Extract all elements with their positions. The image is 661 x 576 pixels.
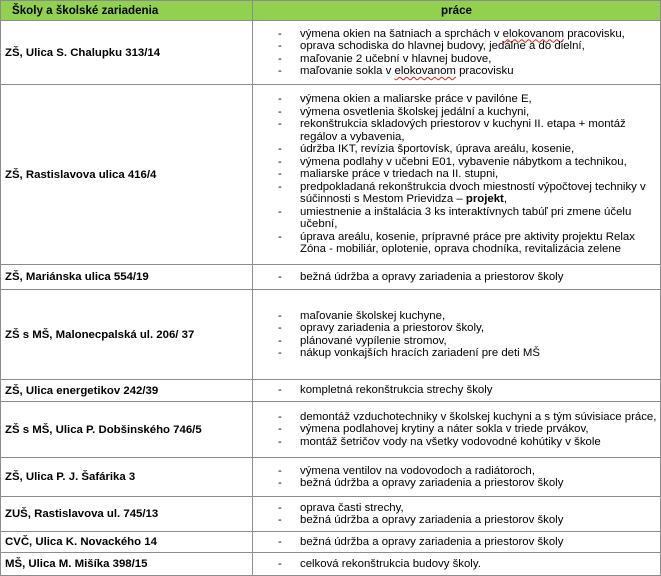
- works-cell: [253, 380, 661, 402]
- table-row: [1, 497, 661, 532]
- work-item-text: bežná údržba a opravy zariadenia a priestorov školy: [300, 477, 564, 489]
- work-item-text: maľovanie 2 učební v hlavnej budove,: [300, 52, 492, 65]
- works-cell: [253, 497, 661, 532]
- works-list: [253, 384, 660, 397]
- school-name: ZŠ s MŠ, Ulica P. Dobšinského 746/5: [1, 402, 253, 458]
- work-item-text: údržba IKT, revízia športovísk, úprava areálu, kosenie,: [300, 143, 575, 156]
- school-name: ZŠ, Mariánska ulica 554/19: [1, 265, 253, 290]
- works-list: [253, 558, 660, 571]
- work-item: [253, 423, 660, 436]
- work-item-text: výmena podlahy v učebni E01, vybavenie nábytkom a technikou,: [300, 155, 627, 168]
- table-row: [1, 402, 661, 458]
- school-name: ZŠ, Ulica energetikov 242/39: [1, 380, 253, 402]
- work-item-text: oprava schodiska do hlavnej budovy, jedálne a do dielní,: [300, 40, 585, 52]
- work-item: [253, 384, 660, 397]
- work-item: [253, 558, 660, 571]
- work-item-text: nákup vonkajších hracích zariadení pre deti MŠ: [300, 347, 540, 359]
- work-item-text: pracovisku,: [564, 27, 625, 40]
- work-item: [253, 465, 660, 478]
- work-item: [253, 347, 660, 360]
- work-item: [253, 514, 660, 527]
- work-item-text: celková rekonštrukcia budovy školy.: [300, 557, 481, 570]
- works-list: [253, 411, 660, 449]
- table-row: [1, 265, 661, 290]
- work-item: [253, 53, 660, 66]
- work-item-text: montáž šetričov vody na všetky vodovodné kohútiky v škole: [300, 435, 601, 448]
- work-item: [253, 65, 660, 78]
- work-item: [253, 231, 660, 256]
- school-name: MŠ, Ulica M. Mišíka 398/15: [1, 553, 253, 576]
- work-item: [253, 271, 660, 284]
- header-row: [1, 1, 661, 21]
- school-name: ZŠ, Ulica S. Chalupku 313/14: [1, 21, 253, 85]
- table-row: [1, 380, 661, 402]
- work-item-text: bežná údržba a opravy zariadenia a priestorov školy: [300, 535, 564, 548]
- header-schools: Školy a školské zariadenia: [1, 1, 253, 21]
- work-item-text: úprava areálu, kosenie, prípravné práce pre aktivity projektu Relax Zóna - mobiliár, oplotenie, oprava chodníka, revitalizácia zelene: [300, 230, 635, 256]
- work-item-text: kompletná rekonštrukcia strechy školy: [300, 384, 493, 397]
- school-name: ZŠ s MŠ, Malonecpalská ul. 206/ 37: [1, 290, 253, 380]
- school-name: ZŠ, Ulica P. J. Šafárika 3: [1, 458, 253, 497]
- work-item-text: výmena okien na šatniach a sprchách v: [300, 27, 503, 40]
- work-item-text: plánované vypílenie stromov,: [300, 334, 447, 347]
- works-cell: [253, 21, 661, 85]
- works-list: [253, 271, 660, 284]
- table-row: [1, 532, 661, 553]
- work-item-text: oprava časti strechy,: [300, 501, 404, 514]
- work-item: [253, 93, 660, 106]
- work-item-text: výmena osvetlenia školskej jedální a kuchyni,: [300, 105, 530, 118]
- work-item-text: opravy zariadenia a priestorov školy,: [300, 322, 485, 334]
- work-item: [253, 335, 660, 348]
- work-item-text: rekonštrukcia skladových priestorov v kuchyni II. etapa + montáž regálov a vybavenia,: [300, 118, 626, 143]
- work-item: [253, 156, 660, 169]
- works-list: [253, 310, 660, 360]
- work-item: [253, 40, 660, 53]
- work-item: [253, 181, 660, 206]
- work-item: [253, 106, 660, 119]
- work-item: [253, 168, 660, 181]
- works-list: [253, 465, 660, 490]
- works-list: [253, 502, 660, 527]
- works-cell: [253, 553, 661, 576]
- work-item-text: maľovanie sokla v: [300, 65, 395, 77]
- work-item-text: výmena podlahovej krytiny a náter sokla v triede prvákov,: [300, 423, 589, 436]
- works-list: [253, 93, 660, 256]
- work-item-text: elokovanom: [502, 27, 565, 40]
- work-item-text: demontáž vzduchotechniky v školskej kuchyni a s tým súvisiace práce,: [300, 410, 657, 423]
- school-name: CVČ, Ulica K. Novackého 14: [1, 532, 253, 553]
- works-cell: [253, 85, 661, 265]
- work-item-text: pracovisku: [455, 65, 514, 77]
- work-item-text: predpokladaná rekonštrukcia dvoch miestností výpočtovej techniky v súčinnosti s Mestom Prievidza –: [300, 180, 646, 206]
- work-item: [253, 502, 660, 515]
- works-list: [253, 536, 660, 549]
- work-item-text: elokovanom: [394, 65, 456, 77]
- work-item: [253, 536, 660, 549]
- school-name: ZUŠ, Rastislavova ul. 745/13: [1, 497, 253, 532]
- work-item-text: bežná údržba a opravy zariadenia a priestorov školy: [300, 270, 564, 283]
- work-item: [253, 118, 660, 143]
- work-item: [253, 206, 660, 231]
- work-item: [253, 477, 660, 490]
- table-row: [1, 290, 661, 380]
- work-item-text: ,: [503, 193, 508, 206]
- work-item: [253, 28, 660, 41]
- work-item: [253, 310, 660, 323]
- work-item-text: projekt: [465, 193, 504, 206]
- work-item-text: bežná údržba a opravy zariadenia a priestorov školy: [300, 514, 564, 526]
- work-item: [253, 322, 660, 335]
- header-works: práce: [253, 1, 661, 21]
- works-cell: [253, 290, 661, 380]
- table-row: [1, 21, 661, 85]
- work-item: [253, 411, 660, 424]
- school-name: ZŠ, Rastislavova ulica 416/4: [1, 85, 253, 265]
- table-row: [1, 458, 661, 497]
- works-cell: [253, 402, 661, 458]
- works-cell: [253, 265, 661, 290]
- work-item-text: výmena ventilov na vodovodoch a radiátoroch,: [300, 464, 535, 477]
- works-cell: [253, 458, 661, 497]
- table-row: [1, 553, 661, 576]
- work-item: [253, 143, 660, 156]
- work-item: [253, 436, 660, 449]
- table-row: [1, 85, 661, 265]
- works-list: [253, 28, 660, 78]
- works-cell: [253, 532, 661, 553]
- work-item-text: umiestnenie a inštalácia 3 ks interaktívnych tabúľ pri zmene účelu učební,: [300, 205, 632, 231]
- work-item-text: výmena okien a maliarske práce v pavilóne E,: [300, 93, 532, 106]
- work-item-text: maliarske práce v triedach na II. stupni,: [300, 168, 499, 181]
- work-item-text: maľovanie školskej kuchyne,: [300, 309, 446, 322]
